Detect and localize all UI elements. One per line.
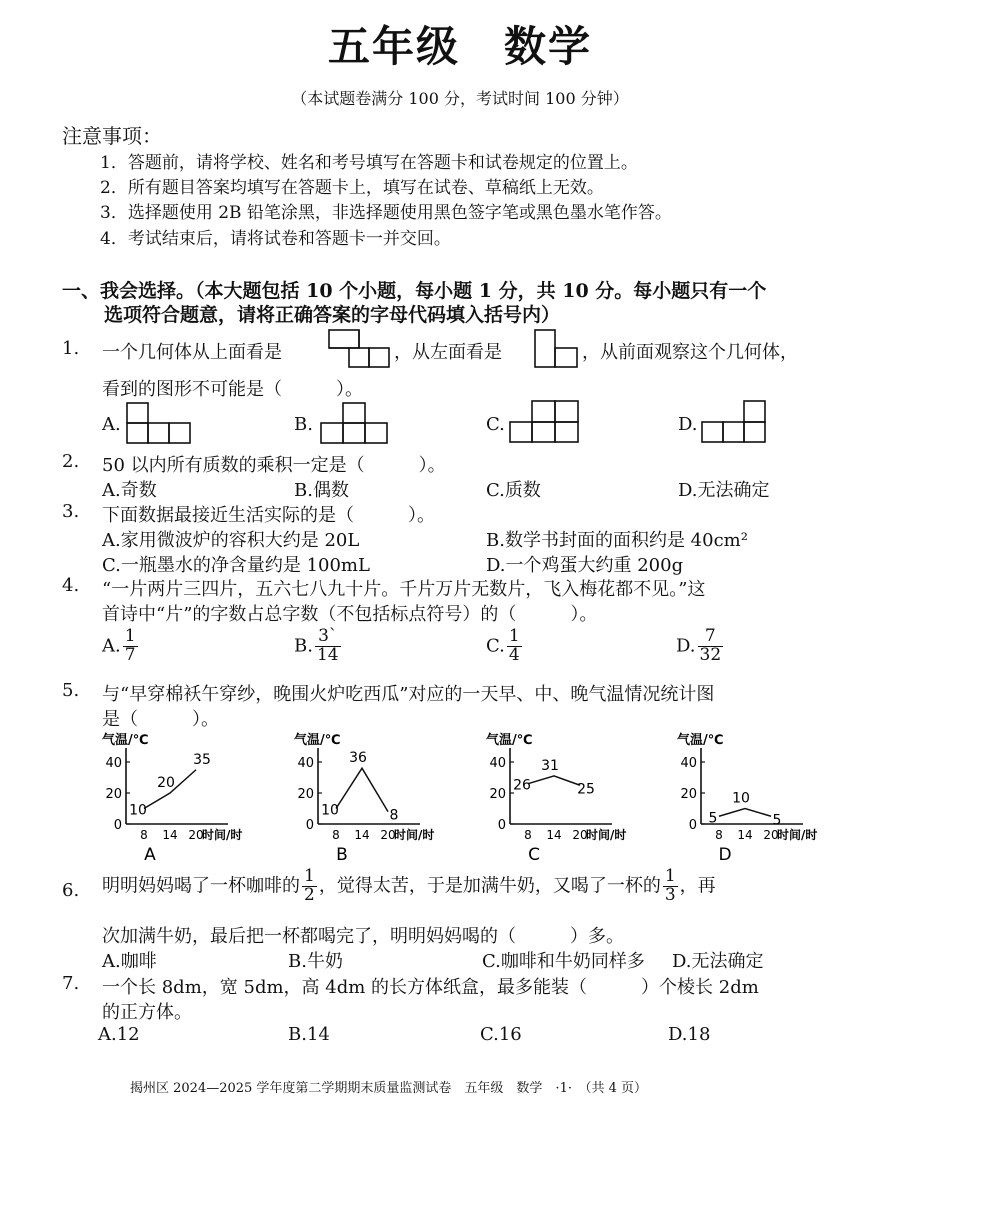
q1-stem-end: ）。	[336, 379, 363, 400]
x-tick-label: 8	[332, 828, 340, 842]
section-heading-cont: 选项符合题意，请将正确答案的字母代码填入括号内）	[104, 304, 561, 326]
y-tick-label: 40	[105, 756, 122, 771]
data-label: 26	[513, 777, 531, 794]
note-item: 4．考试结束后，请将试卷和答题卡一并交回。	[100, 229, 451, 249]
q7-stem: 一个长 8dm，宽 5dm，高 4dm 的长方体纸盒，最多能装（	[102, 977, 588, 998]
note-item: 2．所有题目答案均填写在答题卡上，填写在试卷、草稿纸上无效。	[100, 178, 604, 198]
y-tick-label: 40	[680, 756, 697, 771]
data-label: 25	[577, 781, 595, 798]
q4-stem-end: ）。	[570, 604, 598, 625]
question-text-cont	[102, 600, 597, 626]
y-tick-label: 20	[297, 787, 314, 802]
exam-info: （本试题卷满分 100 分，考试时间 100 分钟）	[291, 89, 629, 108]
q2-option-a: A.奇数	[102, 480, 157, 501]
q7-option-d: D.18	[668, 1024, 711, 1045]
y-tick-label: 20	[680, 787, 697, 802]
q4-option-a	[102, 628, 140, 665]
denominator: 7	[124, 644, 136, 665]
data-label: 5	[708, 810, 718, 827]
question-number: 3.	[62, 501, 80, 522]
q1-option-a-label: A.	[102, 414, 121, 435]
fraction	[698, 628, 724, 665]
q1-text-3: ，从前面观察这个几何体，	[582, 342, 798, 363]
x-tick-label: 14	[546, 828, 562, 842]
q4-option-d	[676, 628, 725, 665]
x-tick-label: 14	[354, 828, 370, 842]
q3-option-b: B.数学书封面的面积约是 40cm²	[486, 530, 748, 551]
data-label: 36	[349, 750, 367, 767]
q3-option-d: D.一个鸡蛋大约重 200g	[486, 555, 684, 576]
question-text-cont: 的正方体。	[102, 1002, 192, 1023]
option-label: B.	[294, 635, 313, 657]
q1-text-2: ，从左面看是	[394, 342, 502, 363]
note-item: 1．答题前，请将学校、姓名和考号填写在答题卡和试卷规定的位置上。	[100, 153, 638, 173]
data-label: 10	[732, 790, 750, 807]
q7-option-a: A.12	[98, 1024, 140, 1045]
q6-stem-2: ，觉得太苦，于是加满牛奶，又喝了一杯的	[318, 875, 661, 897]
series-line	[719, 809, 771, 817]
q4-option-c	[486, 628, 524, 665]
axis-title-x: 时间/时	[777, 828, 818, 842]
question-text: “一片两片三四片，五六七八九十片。千片万片无数片，飞入梅花都不见。”这	[102, 579, 706, 600]
q3-option-c: C.一瓶墨水的净含量约是 100mL	[102, 555, 370, 576]
x-tick-label: 20	[188, 828, 204, 842]
data-label: 10	[129, 802, 147, 819]
y-tick-label: 20	[105, 787, 122, 802]
question-number: 5.	[62, 680, 80, 701]
x-tick-label: 20	[572, 828, 588, 842]
q6-stem-3: ，再	[679, 875, 716, 897]
numerator: 3`	[318, 626, 338, 646]
axis-title-x: 时间/时	[586, 828, 627, 842]
page-footer: 揭州区 2024—2025 学年度第二学期期末质量监测试卷 五年级 数学 ·1· （共 4 页）	[130, 1081, 648, 1096]
q6-option-b: B.牛奶	[288, 951, 343, 972]
question-text	[102, 501, 435, 527]
data-label: 10	[321, 802, 339, 819]
y-tick-label: 0	[497, 818, 506, 833]
left-view-figure	[533, 328, 581, 370]
axis-title-x: 时间/时	[394, 828, 435, 842]
series-line	[528, 776, 580, 785]
axis-title-x: 时间/时	[202, 828, 243, 842]
question-number: 7.	[62, 973, 80, 994]
x-tick-label: 8	[524, 828, 532, 842]
x-tick-label: 14	[737, 828, 753, 842]
y-tick-label: 0	[688, 818, 697, 833]
q2-stem-end: ）。	[418, 455, 446, 476]
y-tick-label: 40	[489, 756, 506, 771]
top-view-figure	[327, 328, 393, 370]
q7-option-c: C.16	[480, 1024, 522, 1045]
q1-option-d-label: D.	[678, 414, 698, 435]
question-number: 1.	[62, 338, 80, 359]
question-number: 6.	[62, 880, 80, 901]
data-label: 8	[389, 807, 399, 824]
denominator: 32	[699, 644, 722, 665]
denominator: 4	[508, 644, 520, 665]
numerator: 1	[508, 626, 520, 646]
option-label: D.	[676, 635, 696, 657]
question-number: 2.	[62, 451, 80, 472]
axis-title-y: 气温/℃	[677, 733, 724, 748]
y-tick-label: 0	[305, 818, 314, 833]
axis-title-y: 气温/℃	[294, 733, 341, 748]
temp-chart-d	[675, 730, 840, 866]
fraction	[315, 628, 341, 665]
q1-option-c-label: C.	[486, 414, 505, 435]
chart-option-label: A	[144, 845, 156, 865]
q2-option-b: B.偶数	[294, 480, 349, 501]
y-tick-label: 40	[297, 756, 314, 771]
fraction	[507, 628, 522, 665]
q6-option-a: A.咖啡	[102, 951, 157, 972]
fraction	[663, 868, 678, 905]
option-c-figure	[507, 398, 583, 446]
denominator: 2	[304, 884, 315, 905]
q1-text-4	[102, 375, 363, 401]
q5-stem: 是（	[102, 709, 138, 730]
chart-option-label: B	[336, 845, 348, 865]
axis-title-y: 气温/℃	[486, 733, 533, 748]
q2-option-d: D.无法确定	[678, 480, 770, 501]
q1-stem: 看到的图形不可能是（	[102, 379, 282, 400]
q6-stem-end: ）多。	[570, 926, 624, 947]
page-title: 五年级 数学	[327, 22, 592, 71]
q6-option-c: C.咖啡和牛奶同样多	[482, 951, 645, 972]
x-tick-label: 20	[380, 828, 396, 842]
question-text	[102, 868, 716, 905]
denominator: 3	[664, 884, 676, 905]
numerator: 1	[664, 866, 676, 886]
q3-option-a: A.家用微波炉的容积大约是 20L	[102, 530, 360, 551]
question-text: 与“早穿棉袄午穿纱，晚围火炉吃西瓜”对应的一天早、中、晚气温情况统计图	[102, 684, 715, 705]
x-tick-label: 8	[140, 828, 148, 842]
question-text-cont	[102, 705, 219, 731]
data-label: 5	[772, 812, 782, 829]
y-tick-label: 0	[113, 818, 122, 833]
q6-option-d: D.无法确定	[672, 951, 764, 972]
question-text-cont	[102, 922, 624, 948]
q4-option-b	[294, 628, 343, 665]
series-line	[336, 768, 388, 811]
question-text	[102, 451, 446, 477]
data-label: 35	[193, 751, 211, 768]
fraction	[302, 868, 317, 905]
chart-option-label: C	[528, 845, 540, 865]
note-item: 3．选择题使用 2B 铅笔涂黑，非选择题使用黑色签字笔或黑色墨水笔作答。	[100, 203, 672, 223]
q2-option-c: C.质数	[486, 480, 541, 501]
option-d-figure	[698, 398, 770, 446]
denominator: 14	[316, 644, 339, 665]
chart-option-label: D	[718, 845, 732, 865]
option-label: C.	[486, 635, 505, 657]
q4-stem: 首诗中“片”的字数占总字数（不包括标点符号）的（	[102, 604, 517, 625]
numerator: 1	[124, 626, 136, 646]
numerator: 1	[304, 866, 315, 886]
q1-option-b-label: B.	[294, 414, 313, 435]
temp-chart-c	[484, 730, 649, 866]
option-a-figure	[124, 400, 194, 446]
question-text	[102, 973, 759, 999]
section-heading: 一、我会选择。（本大题包括 10 个小题，每小题 1 分，共 10 分。每小题只有一个	[62, 280, 767, 302]
axis-title-y: 气温/℃	[102, 733, 149, 748]
temp-chart-a	[100, 730, 265, 866]
numerator: 7	[704, 626, 716, 646]
data-label: 31	[541, 757, 559, 774]
x-tick-label: 8	[715, 828, 723, 842]
data-label: 20	[157, 775, 175, 791]
q6-stem-4: 次加满牛奶，最后把一杯都喝完了，明明妈妈喝的（	[102, 926, 516, 947]
question-text	[102, 338, 282, 364]
q5-stem-end: ）。	[192, 709, 219, 730]
q2-stem: 50 以内所有质数的乘积一定是（	[102, 455, 365, 476]
option-b-figure	[318, 400, 392, 446]
q3-stem-end: ）。	[408, 505, 435, 526]
q3-stem: 下面数据最接近生活实际的是（	[102, 505, 354, 526]
option-label: A.	[102, 635, 121, 657]
q7-option-b: B.14	[288, 1024, 330, 1045]
x-tick-label: 20	[763, 828, 779, 842]
q7-stem-mid: ）个棱长 2dm	[641, 977, 759, 998]
q6-stem-1: 明明妈妈喝了一杯咖啡的	[102, 875, 300, 897]
fraction	[123, 628, 138, 665]
question-number: 4.	[62, 575, 80, 596]
temp-chart-b	[292, 730, 457, 866]
x-tick-label: 14	[162, 828, 178, 842]
y-tick-label: 20	[489, 787, 506, 802]
q1-text-1: 一个几何体从上面看是	[102, 342, 282, 363]
notes-heading: 注意事项：	[62, 124, 162, 148]
